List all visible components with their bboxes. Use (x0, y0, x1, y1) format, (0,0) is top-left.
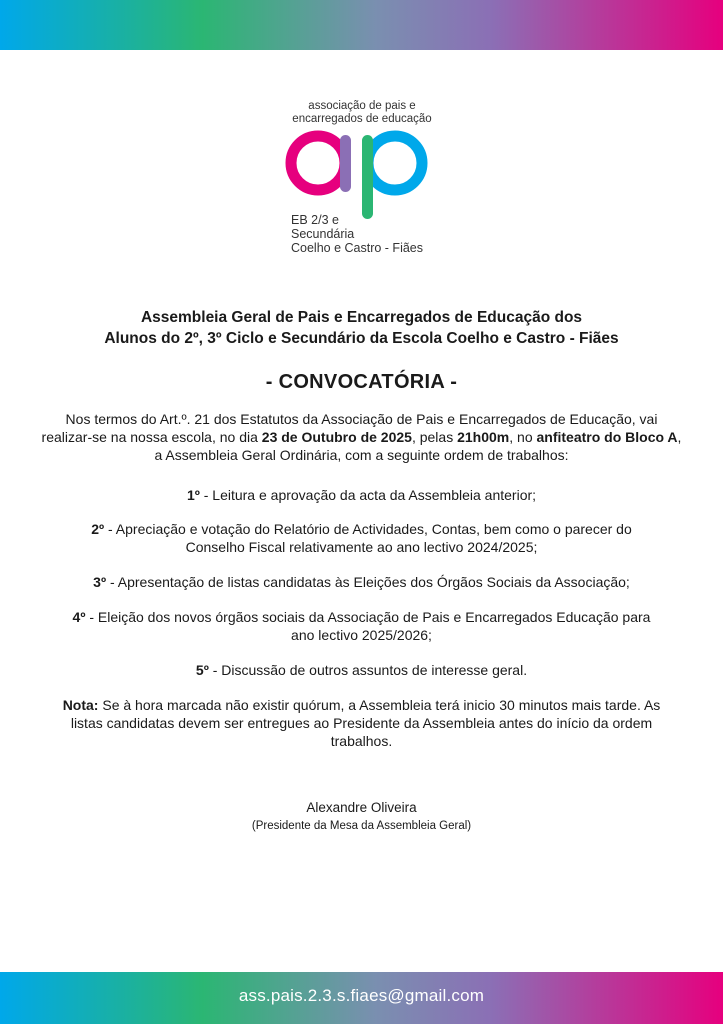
logo-p-stem (362, 135, 373, 219)
logo-a-ring (291, 136, 345, 190)
agenda-item-number: 5º (195, 662, 209, 678)
agenda-item-5 (40, 661, 683, 679)
document-title (0, 307, 723, 349)
meeting-place: anfiteatro do Bloco A (536, 429, 678, 445)
title-line2: Alunos do 2º, 3º Ciclo e Secundário da Escola Coelho e Castro - Fiães (104, 330, 619, 347)
footer-email[interactable]: ass.pais.2.3.s.fiaes@gmail.com (238, 986, 485, 1005)
agenda-item-number: 4º (72, 609, 86, 625)
intro-text-2: , pelas (411, 429, 458, 445)
intro-text-4: , a Assembleia Geral Ordinária, com a seguinte ordem de trabalhos: (154, 429, 682, 463)
logo-tagline-line2: encarregados de educação (292, 113, 432, 125)
note-text: Se à hora marcada não existir quórum, a Assembleia terá inicio 30 minutos mais tarde. As listas candidatas devem ser entregues ao Presidente da Assembleia antes do início da ordem trabalhos. (70, 697, 661, 749)
association-logo (280, 100, 460, 270)
agenda-item-text: - Leitura e aprovação da acta da Assembleia anterior; (199, 487, 537, 503)
convocatoria-heading: - CONVOCATÓRIA - (265, 371, 458, 393)
agenda-item-text: - Eleição dos novos órgãos sociais da Associação de Pais e Encarregados Educação para ano lectivo 2025/2026; (85, 609, 651, 643)
agenda-item-text: - Apresentação de listas candidatas às Eleições dos Órgãos Sociais da Associação; (106, 574, 630, 590)
note-paragraph (50, 696, 673, 750)
agenda-item-text: - Apreciação e votação do Relatório de Actividades, Contas, bem como o parecer do Conselho Fiscal relativamente ao ano lectivo 2024/2025; (104, 521, 632, 555)
agenda-item-4 (70, 608, 653, 644)
logo-tagline (280, 100, 444, 126)
logo-a-stem (340, 135, 351, 192)
logo-tagline-line1: associação de pais e (308, 100, 416, 112)
agenda-item-2 (70, 520, 653, 556)
agenda-item-number: 1º (186, 487, 200, 503)
agenda-item-text: - Discussão de outros assuntos de interesse geral. (208, 662, 528, 678)
signature-role: (Presidente da Mesa da Assembleia Geral) (251, 820, 472, 832)
logo-school-name (291, 213, 423, 255)
meeting-date: 23 de Outubro de 2025 (261, 429, 412, 445)
agenda-item-number: 3º (93, 574, 107, 590)
title-line1: Assembleia Geral de Pais e Encarregados de Educação dos (140, 309, 583, 326)
meeting-time: 21h00m (457, 429, 510, 445)
top-gradient-band (0, 0, 723, 50)
intro-paragraph (40, 410, 683, 464)
intro-text-1: Nos termos do Art.º. 21 dos Estatutos da Associação de Pais e Encarregados de Educação, vai realizar-se na nossa escola, no dia (41, 411, 658, 445)
agenda-item-1 (40, 486, 683, 504)
logo-school-line1: EB 2/3 e (291, 213, 339, 227)
agenda-item-number: 2º (91, 521, 105, 537)
intro-text-3: , no (509, 429, 537, 445)
logo-p-ring (368, 136, 422, 190)
signature-name: Alexandre Oliveira (306, 800, 417, 815)
logo-school-line3: Coelho e Castro - Fiães (291, 241, 424, 255)
logo-school-line2: Secundária (291, 227, 355, 241)
note-label: Nota: (62, 697, 99, 713)
ap-logo-mark (280, 130, 460, 220)
agenda-item-3 (40, 573, 683, 591)
